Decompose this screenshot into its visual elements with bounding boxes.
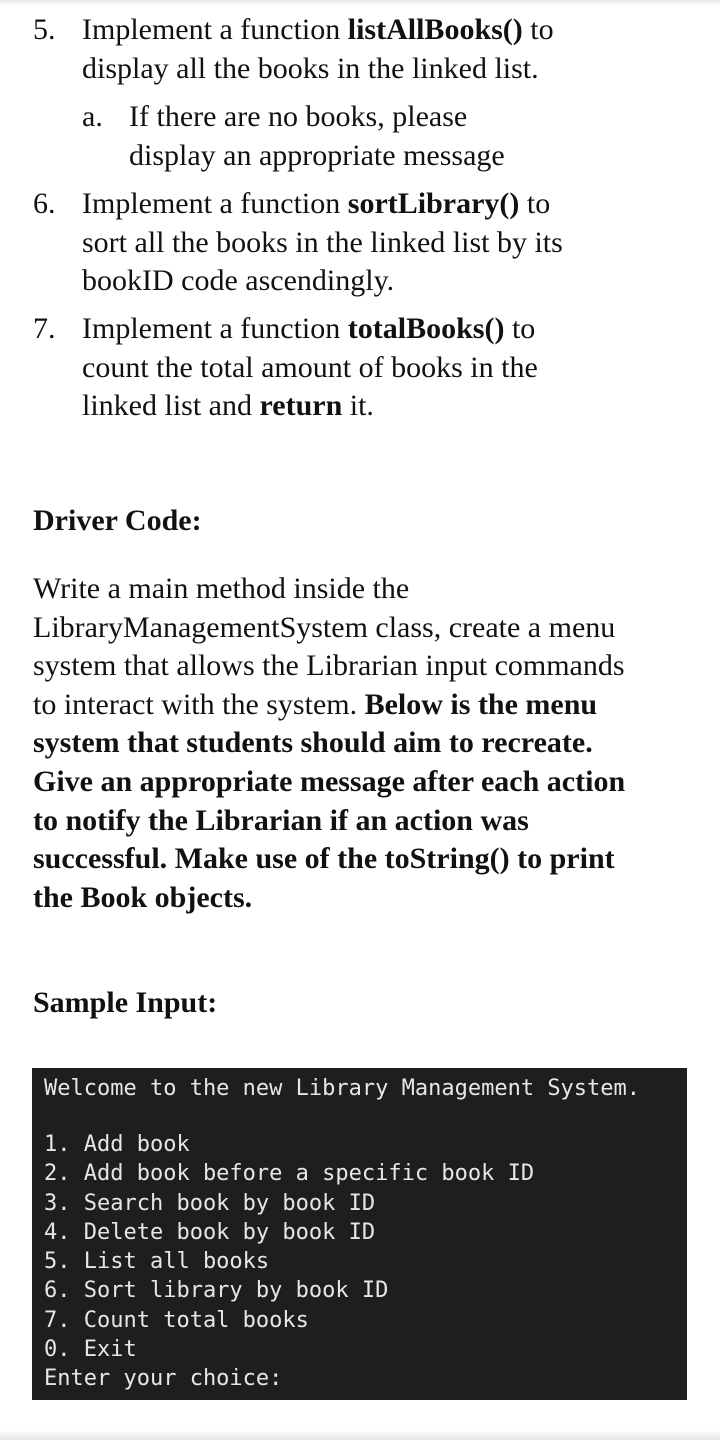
driver-code-heading: Driver Code: [33, 504, 202, 537]
paragraph-line-bold: the Book objects. [33, 880, 253, 914]
list-number: 5. [33, 13, 56, 46]
text-line: count the total amount of books in the [82, 350, 538, 384]
console-menu-line: 3. Search book by book ID [44, 1190, 376, 1216]
driver-code-paragraph [33, 570, 625, 917]
text-line: Implement a function totalBooks() to [82, 312, 536, 345]
text-line: sort all the books in the linked list by its [82, 225, 563, 259]
text-line: bookID code ascendingly. [82, 264, 395, 297]
bottom-edge-shadow [0, 1430, 720, 1440]
list-item-text [82, 310, 538, 426]
text-line: If there are no books, please [129, 100, 468, 133]
console-menu-line: 7. Count total books [44, 1307, 309, 1333]
console-menu-line: 1. Add book [44, 1132, 190, 1157]
list-number: 6. [33, 187, 56, 220]
list-item-6 [33, 185, 693, 303]
console-menu-line: 0. Exit [44, 1337, 137, 1363]
paragraph-line-bold: successful. Make use of the toString() to print [33, 842, 615, 876]
paragraph-line-bold: to notify the Librarian if an action was [33, 803, 529, 837]
text-line: Implement a function sortLibrary() to [82, 187, 551, 220]
paragraph-line: LibraryManagementSystem class, create a menu [33, 610, 616, 644]
paragraph-line-bold: Give an appropriate message after each action [33, 764, 626, 798]
console-menu-line: 5. List all books [44, 1249, 270, 1275]
list-item-text [82, 185, 563, 301]
console-menu-line: 6. Sort library by book ID [44, 1278, 389, 1304]
console-menu-line: 4. Delete book by book ID [44, 1219, 376, 1245]
text-line: display all the books in the linked list. [82, 51, 539, 85]
paragraph-line-bold: system that students should aim to recreate. [33, 726, 593, 760]
paragraph-line: system that allows the Librarian input commands [33, 649, 625, 683]
paragraph-line: Write a main method inside the [33, 572, 410, 605]
console-menu-line: 2. Add book before a specific book ID [44, 1161, 535, 1187]
console-welcome-line: Welcome to the new Library Management System. [44, 1076, 641, 1101]
list-item-text [82, 11, 554, 88]
list-number: 7. [33, 312, 56, 345]
console-menu [44, 1130, 534, 1394]
text-line: linked list and return it. [82, 389, 374, 422]
list-subitem-a [82, 98, 682, 178]
top-edge-shadow [0, 0, 720, 6]
list-item-text [129, 98, 505, 175]
text-line: display an appropriate message [129, 138, 505, 172]
list-letter: a. [82, 100, 103, 133]
text-line: Implement a function listAllBooks() to [82, 13, 554, 46]
console-prompt: Enter your choice: [44, 1366, 283, 1392]
console-screenshot [32, 1068, 687, 1400]
list-item-5 [33, 11, 693, 91]
paragraph-line: to interact with the system. Below is the menu [33, 687, 598, 721]
list-item-7 [33, 310, 693, 428]
sample-input-heading: Sample Input: [33, 986, 218, 1019]
